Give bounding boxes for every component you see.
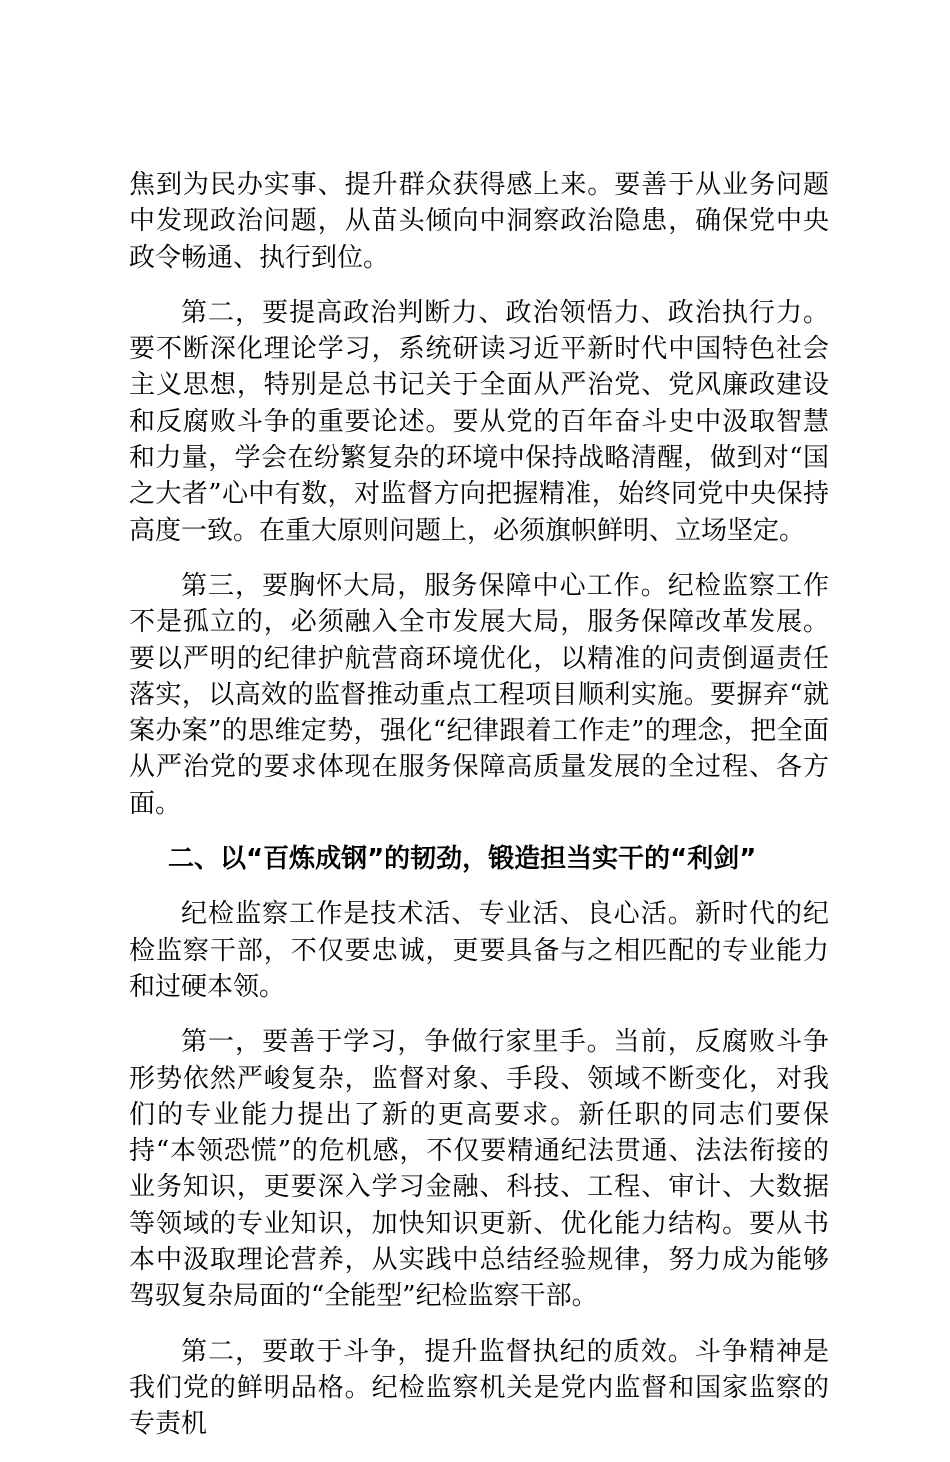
document-body bbox=[129, 167, 829, 1462]
paragraph-political-judgment: 第二，要提高政治判断力、政治领悟力、政治执行力。要不断深化理论学习，系统研读习近平新时代中国特色社会主义思想，特别是总书记关于全面从严治党、党风廉政建设和反腐败斗争的重要论述。要从党的百年奋斗史中汲取智慧和力量，学会在纷繁复杂的环境中保持战略清醒，做到对“国之大者”心中有数，对监督方向把握精准，始终同党中央保持高度一致。在重大原则问题上，必须旗帜鲜明、立场坚定。 bbox=[129, 297, 829, 546]
paragraph-professional-work: 纪检监察工作是技术活、专业活、良心活。新时代的纪检监察干部，不仅要忠诚，更要具备与之相匹配的专业能力和过硬本领。 bbox=[129, 899, 829, 1002]
section-heading: 二、以“百炼成钢”的韧劲，锻造担当实干的“利剑” bbox=[168, 844, 757, 875]
paragraph-overall-situation: 第三，要胸怀大局，服务保障中心工作。纪检监察工作不是孤立的，必须融入全市发展大局，服务保障改革发展。要以严明的纪律护航营商环境优化，以精准的问责倒逼责任落实，以高效的监督推动重点工程项目顺利实施。要摒弃“就案办案”的思维定势，强化“纪律跟着工作走”的理念，把全面从严治党的要求体现在服务保障高质量发展的全过程、各方面。 bbox=[129, 570, 829, 819]
paragraph-dare-to-struggle: 第二，要敢于斗争，提升监督执纪的质效。斗争精神是我们党的鲜明品格。纪检监察机关是党内监督和国家监察的专责机 bbox=[129, 1336, 829, 1440]
paragraph-continued: 焦到为民办实事、提升群众获得感上来。要善于从业务问题中发现政治问题，从苗头倾向中洞察政治隐患，确保党中央政令畅通、执行到位。 bbox=[129, 170, 829, 273]
paragraph-good-at-learning: 第一，要善于学习，争做行家里手。当前，反腐败斗争形势依然严峻复杂，监督对象、手段、领域不断变化，对我们的专业能力提出了新的更高要求。新任职的同志们要保持“本领恐慌”的危机感，不仅要精通纪法贯通、法法衔接的业务知识，更要深入学习金融、科技、工程、审计、大数据等领域的专业知识，加快知识更新、优化能力结构。要从书本中汲取理论营养，从实践中总结经验规律，努力成为能够驾驭复杂局面的“全能型”纪检监察干部。 bbox=[129, 1027, 829, 1312]
